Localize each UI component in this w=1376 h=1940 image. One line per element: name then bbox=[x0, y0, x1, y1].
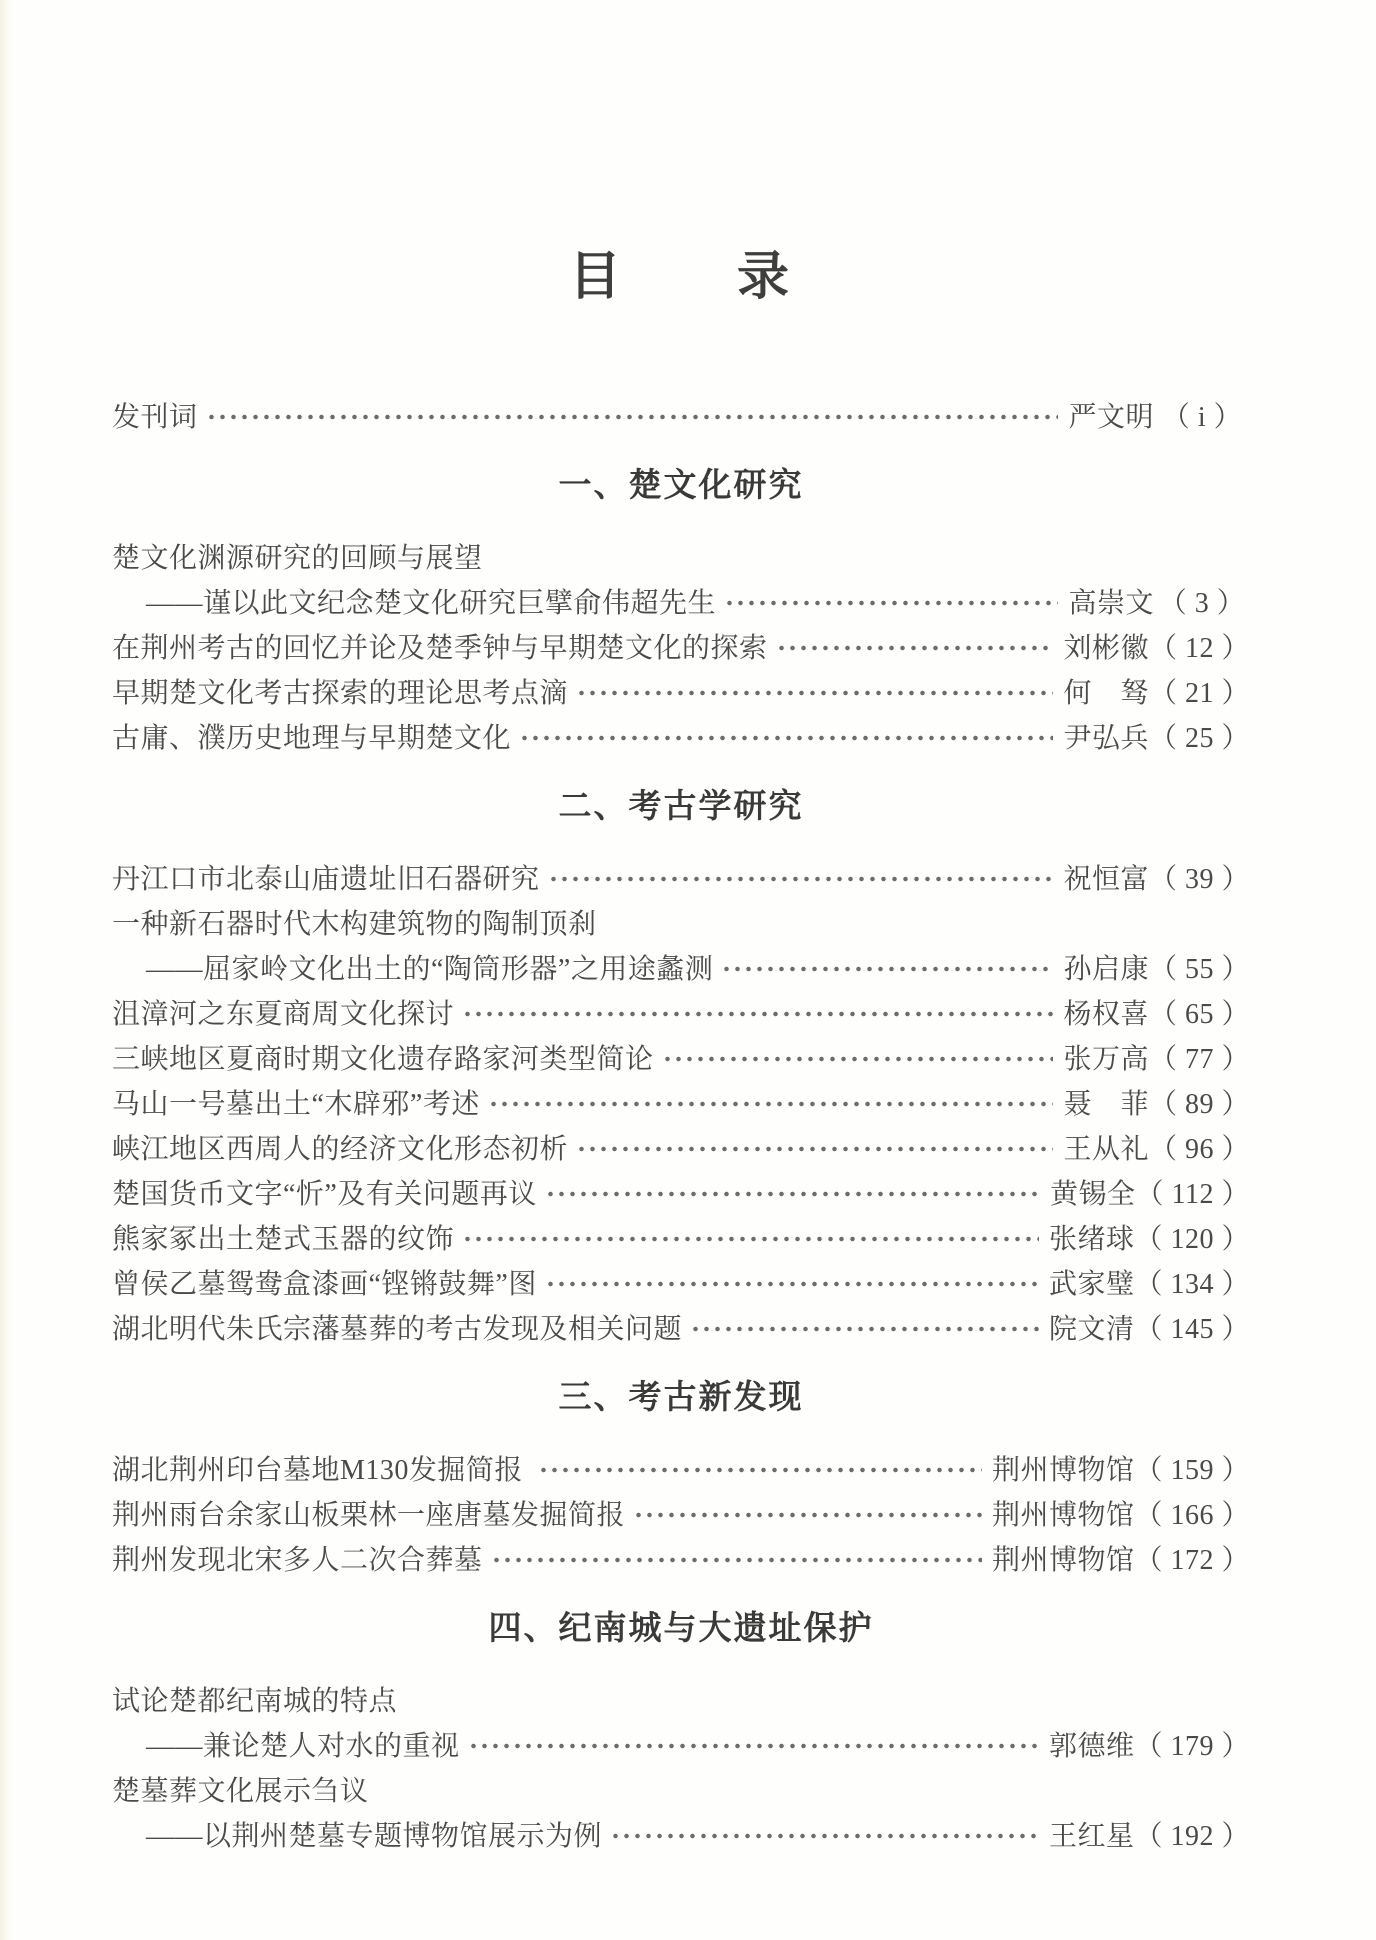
entry-page-number: （ 12 ） bbox=[1148, 632, 1250, 664]
entry-title: 湖北荆州印台墓地M130发掘简报 bbox=[112, 1454, 531, 1486]
dot-leader bbox=[545, 1191, 1040, 1197]
entry-title: 试论楚都纪南城的特点 bbox=[112, 1685, 398, 1717]
entry-title: 熊家冢出土楚式玉器的纹饰 bbox=[112, 1223, 455, 1255]
dot-leader bbox=[662, 1056, 1054, 1062]
toc-entry bbox=[112, 1445, 1250, 1490]
dot-leader bbox=[576, 690, 1053, 696]
entry-page-number: （ 21 ） bbox=[1148, 677, 1250, 709]
toc-entry bbox=[112, 899, 1250, 944]
toc-entry bbox=[112, 1034, 1250, 1079]
entry-page-number: （ 145 ） bbox=[1134, 1313, 1250, 1345]
dot-leader bbox=[491, 1557, 982, 1563]
toc-entry bbox=[112, 392, 1250, 437]
toc-entry bbox=[112, 1490, 1250, 1535]
toc-list bbox=[112, 392, 1250, 1856]
toc-entry bbox=[112, 944, 1250, 989]
entry-page-number: （ 179 ） bbox=[1134, 1730, 1250, 1762]
dot-leader bbox=[488, 1101, 1054, 1107]
dot-leader bbox=[721, 966, 1053, 972]
entry-author: 孙启康 bbox=[1063, 953, 1149, 985]
entry-title: 古庸、濮历史地理与早期楚文化 bbox=[112, 722, 512, 754]
toc-entry bbox=[112, 1259, 1250, 1304]
entry-page-number: （ 172 ） bbox=[1134, 1544, 1250, 1576]
entry-title: 马山一号墓出土“木辟邪”考述 bbox=[112, 1088, 480, 1120]
entry-page-number: （ i ） bbox=[1161, 401, 1243, 433]
entry-title: 三峡地区夏商时期文化遗存路家河类型简论 bbox=[112, 1043, 654, 1075]
entry-title: 楚国货币文字“忻”及有关问题再议 bbox=[112, 1178, 537, 1210]
dot-leader bbox=[633, 1512, 982, 1518]
dot-leader bbox=[519, 735, 1053, 741]
entry-author: 高崇文 bbox=[1068, 587, 1154, 619]
entry-title: 荆州雨台余家山板栗林一座唐墓发掘简报 bbox=[112, 1499, 626, 1531]
toc-entry bbox=[112, 1676, 1250, 1721]
dot-leader bbox=[468, 1743, 1039, 1749]
toc-entry bbox=[112, 1811, 1250, 1856]
section-heading: 三、考古新发现 bbox=[558, 1378, 804, 1415]
toc-entry bbox=[112, 1535, 1250, 1580]
page-title: 目 录 bbox=[568, 249, 793, 306]
entry-author: 刘彬徽 bbox=[1063, 632, 1149, 664]
entry-title: ——谨以此文纪念楚文化研究巨擘俞伟超先生 bbox=[146, 587, 717, 619]
dot-leader bbox=[690, 1326, 1039, 1332]
dot-leader bbox=[206, 414, 1059, 420]
dot-leader bbox=[462, 1236, 1039, 1242]
entry-title: ——以荆州楚墓专题博物馆展示为例 bbox=[146, 1820, 603, 1852]
toc-entry bbox=[112, 623, 1250, 668]
toc-entry bbox=[112, 1124, 1250, 1169]
entry-title: 楚墓葬文化展示刍议 bbox=[112, 1775, 369, 1807]
entry-title: 一种新石器时代木构建筑物的陶制顶刹 bbox=[112, 908, 597, 940]
toc-entry bbox=[112, 854, 1250, 899]
entry-page-number: （ 120 ） bbox=[1134, 1223, 1250, 1255]
entry-author: 王红星 bbox=[1048, 1820, 1135, 1852]
entry-author: 祝恒富 bbox=[1063, 863, 1149, 895]
entry-author: 杨权喜 bbox=[1063, 998, 1149, 1030]
toc-entry bbox=[112, 533, 1250, 578]
entry-page-number: （ 166 ） bbox=[1134, 1499, 1250, 1531]
entry-page-number: （ 192 ） bbox=[1134, 1820, 1250, 1852]
entry-page-number: （ 3 ） bbox=[1158, 587, 1246, 619]
toc-entry bbox=[112, 668, 1250, 713]
toc-entry bbox=[112, 1079, 1250, 1124]
entry-page-number: （ 77 ） bbox=[1148, 1043, 1250, 1075]
entry-page-number: （ 25 ） bbox=[1148, 722, 1250, 754]
dot-leader bbox=[545, 1281, 1039, 1287]
entry-page-number: （ 159 ） bbox=[1134, 1454, 1250, 1486]
entry-author: 何 驽 bbox=[1063, 677, 1149, 709]
entry-page-number: （ 39 ） bbox=[1148, 863, 1250, 895]
toc-entry bbox=[112, 1214, 1250, 1259]
toc-entry bbox=[112, 1721, 1250, 1766]
entry-author: 武家璧 bbox=[1048, 1268, 1135, 1300]
dot-leader bbox=[576, 1146, 1053, 1152]
entry-author: 尹弘兵 bbox=[1063, 722, 1149, 754]
entry-author: 聂 菲 bbox=[1063, 1088, 1149, 1120]
entry-author: 黄锡全 bbox=[1050, 1178, 1136, 1210]
entry-author: 张绪球 bbox=[1048, 1223, 1135, 1255]
entry-title: 荆州发现北宋多人二次合葬墓 bbox=[112, 1544, 483, 1576]
entry-page-number: （ 89 ） bbox=[1148, 1088, 1250, 1120]
entry-page-number: （ 134 ） bbox=[1134, 1268, 1250, 1300]
entry-author: 王从礼 bbox=[1063, 1133, 1149, 1165]
entry-title: 沮漳河之东夏商周文化探讨 bbox=[112, 998, 455, 1030]
entry-page-number: （ 96 ） bbox=[1148, 1133, 1250, 1165]
dot-leader bbox=[538, 1467, 982, 1473]
entry-title: 峡江地区西周人的经济文化形态初析 bbox=[112, 1133, 569, 1165]
dot-leader bbox=[548, 876, 1054, 882]
entry-author: 张万高 bbox=[1063, 1043, 1149, 1075]
toc-entry bbox=[112, 1766, 1250, 1811]
section-heading: 二、考古学研究 bbox=[558, 787, 804, 824]
entry-title: 发刊词 bbox=[112, 401, 198, 433]
entry-author: 郭德维 bbox=[1048, 1730, 1135, 1762]
toc-entry bbox=[112, 1304, 1250, 1349]
entry-author: 荆州博物馆 bbox=[991, 1454, 1135, 1486]
entry-title: ——兼论楚人对水的重视 bbox=[146, 1730, 460, 1762]
section-heading: 四、纪南城与大遗址保护 bbox=[488, 1609, 874, 1646]
dot-leader bbox=[724, 600, 1058, 606]
entry-title: 早期楚文化考古探索的理论思考点滴 bbox=[112, 677, 569, 709]
toc-entry bbox=[112, 989, 1250, 1034]
entry-page-number: （ 55 ） bbox=[1148, 953, 1250, 985]
section-heading: 一、楚文化研究 bbox=[558, 466, 804, 503]
dot-leader bbox=[610, 1833, 1039, 1839]
entry-page-number: （ 65 ） bbox=[1148, 998, 1250, 1030]
entry-page-number: （ 112 ） bbox=[1135, 1178, 1250, 1210]
toc-entry bbox=[112, 713, 1250, 758]
entry-title: 丹江口市北泰山庙遗址旧石器研究 bbox=[112, 863, 540, 895]
entry-author: 严文明 bbox=[1068, 401, 1154, 433]
entry-title: 曾侯乙墓鸳鸯盒漆画“铿锵鼓舞”图 bbox=[112, 1268, 537, 1300]
toc-entry bbox=[112, 1169, 1250, 1214]
entry-author: 荆州博物馆 bbox=[991, 1499, 1135, 1531]
entry-title: 湖北明代朱氏宗藩墓葬的考古发现及相关问题 bbox=[112, 1313, 683, 1345]
entry-author: 院文清 bbox=[1048, 1313, 1135, 1345]
entry-title: 在荆州考古的回忆并论及楚季钟与早期楚文化的探索 bbox=[112, 632, 768, 664]
entry-title: 楚文化渊源研究的回顾与展望 bbox=[112, 542, 483, 574]
toc-entry bbox=[112, 578, 1250, 623]
entry-title: ——屈家岭文化出土的“陶筒形器”之用途蠡测 bbox=[146, 953, 714, 985]
dot-leader bbox=[776, 645, 1054, 651]
entry-author: 荆州博物馆 bbox=[991, 1544, 1135, 1576]
dot-leader bbox=[462, 1011, 1053, 1017]
